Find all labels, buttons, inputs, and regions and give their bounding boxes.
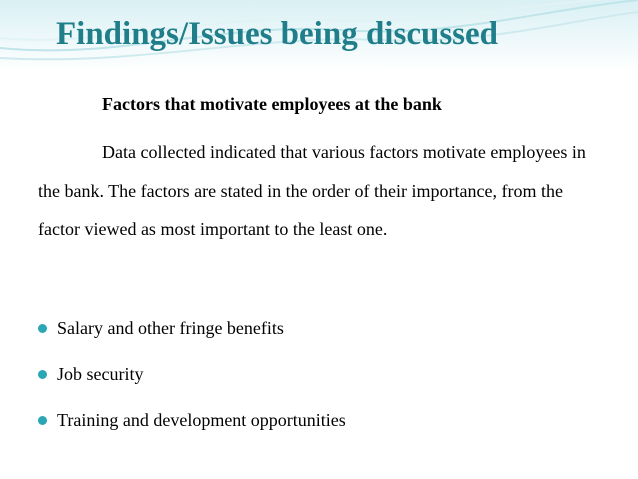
- bullet-dot-icon: [38, 324, 47, 333]
- slide-title: Findings/Issues being discussed: [56, 16, 499, 52]
- list-item: [38, 397, 346, 443]
- list-item: [38, 305, 346, 351]
- list-item: [38, 351, 346, 397]
- section-subheading: Factors that motivate employees at the bank: [102, 94, 442, 114]
- bullet-dot-icon: [38, 416, 47, 425]
- list-item-text: Job security: [57, 363, 144, 384]
- intro-paragraph: Data collected indicated that various factors motivate employees in the bank. The factors are stated in the order of their importance, from the factor viewed as most important to the least one.: [38, 142, 586, 239]
- list-item-text: Salary and other fringe benefits: [57, 317, 284, 338]
- list-item-text: Training and development opportunities: [57, 409, 346, 430]
- bullet-dot-icon: [38, 370, 47, 379]
- factor-list: [38, 305, 346, 443]
